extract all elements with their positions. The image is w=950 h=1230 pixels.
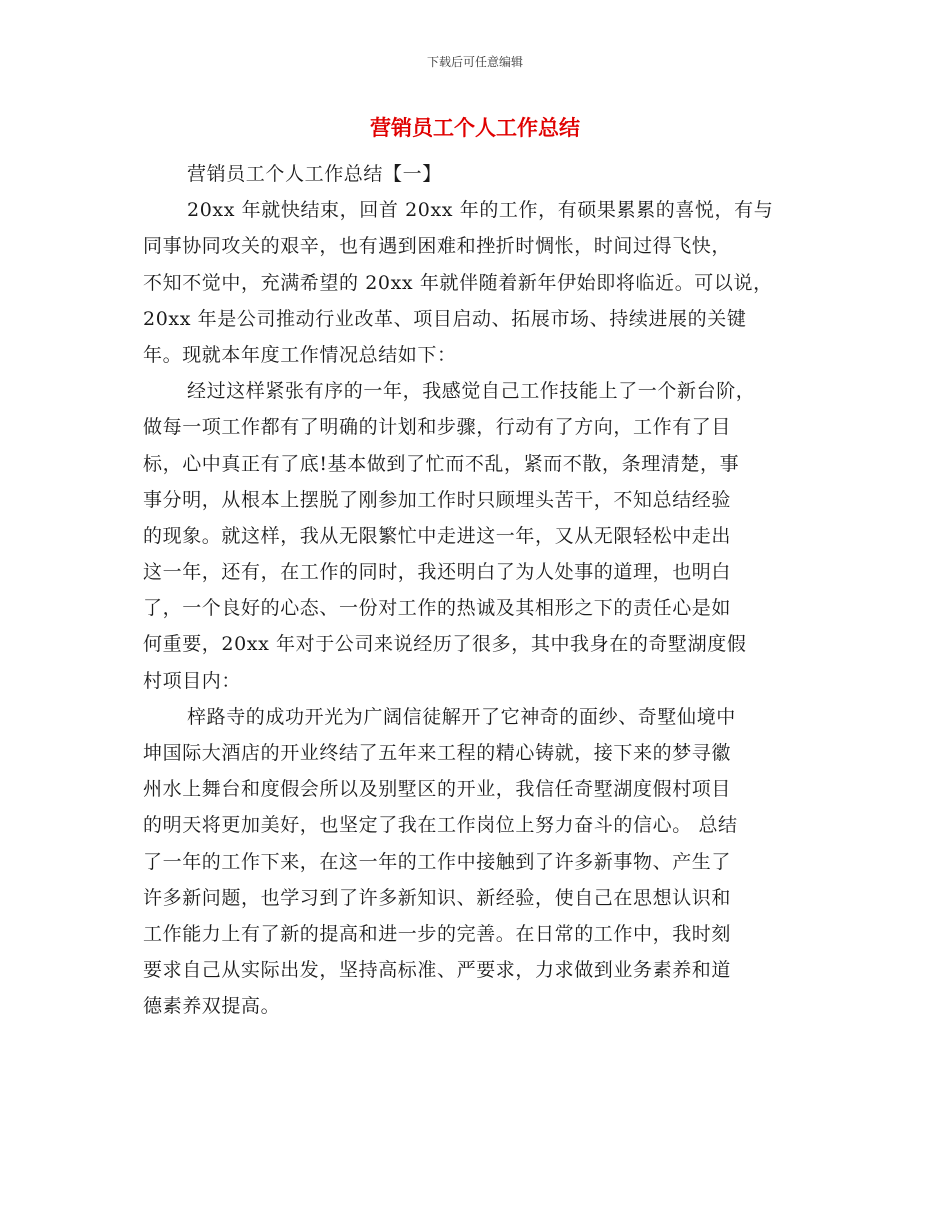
paragraph-line: 要求自己从实际出发，坚持高标准、严要求，力求做到业务素养和道 <box>143 959 732 982</box>
paragraph-line: 不知不觉中，充满希望的 20xx 年就伴随着新年伊始即将临近。可以说， <box>143 271 773 294</box>
paragraph-line: 工作能力上有了新的提高和进一步的完善。在日常的工作中，我时刻 <box>143 922 732 945</box>
document-body <box>143 156 827 1025</box>
paragraph-line: 的现象。就这样，我从无限繁忙中走进这一年，又从无限轻松中走出 <box>143 524 732 547</box>
paragraph-line: 事分明，从根本上摆脱了刚参加工作时只顾埋头苦干，不知总结经验 <box>143 488 732 511</box>
paragraph-line: 经过这样紧张有序的一年，我感觉自己工作技能上了一个新台阶， <box>187 380 756 403</box>
paragraph-line: 许多新问题，也学习到了许多新知识、新经验，使自己在思想认识和 <box>143 886 732 909</box>
paragraph-line: 年。现就本年度工作情况总结如下： <box>143 343 457 366</box>
paragraph-line: 德素养双提高。 <box>143 995 281 1018</box>
paragraph-line: 州水上舞台和度假会所以及别墅区的开业，我信任奇墅湖度假村项目 <box>143 778 732 801</box>
paragraph-line: 的明天将更加美好，也坚定了我在工作岗位上努力奋斗的信心。 总结 <box>143 814 738 837</box>
paragraph-line: 做每一项工作都有了明确的计划和步骤，行动有了方向，工作有了目 <box>143 416 732 439</box>
page-header-note: 下载后可任意编辑 <box>426 55 523 69</box>
paragraph-line: 标，心中真正有了底!基本做到了忙而不乱，紧而不散，条理清楚，事 <box>143 452 740 475</box>
paragraph-line: 20xx 年是公司推动行业改革、项目启动、拓展市场、持续进展的关键 <box>143 307 747 330</box>
document-title: 营销员工个人工作总结 <box>370 116 580 140</box>
paragraph-line: 同事协同攻关的艰辛，也有遇到困难和挫折时惆怅，时间过得飞快， <box>143 235 732 258</box>
paragraph-line: 20xx 年就快结束，回首 20xx 年的工作，有硕果累累的喜悦，有与 <box>187 199 774 222</box>
paragraph-line: 坤国际大酒店的开业终结了五年来工程的精心铸就，接下来的梦寻徽 <box>143 742 732 764</box>
paragraph-line: 了，一个良好的心态、一份对工作的热诚及其相形之下的责任心是如 <box>143 597 732 620</box>
paragraph-line: 梓路寺的成功开光为广阔信徒解开了它神奇的面纱、奇墅仙境中 <box>187 705 736 728</box>
paragraph-line: 村项目内： <box>143 669 242 692</box>
section-heading: 营销员工个人工作总结【一】 <box>187 163 442 185</box>
paragraph-line: 这一年，还有，在工作的同时，我还明白了为人处事的道理，也明白 <box>143 561 732 584</box>
paragraph-line: 了一年的工作下来，在这一年的工作中接触到了许多新事物、产生了 <box>143 850 732 873</box>
paragraph-line: 何重要，20xx 年对于公司来说经历了很多，其中我身在的奇墅湖度假 <box>143 633 747 656</box>
